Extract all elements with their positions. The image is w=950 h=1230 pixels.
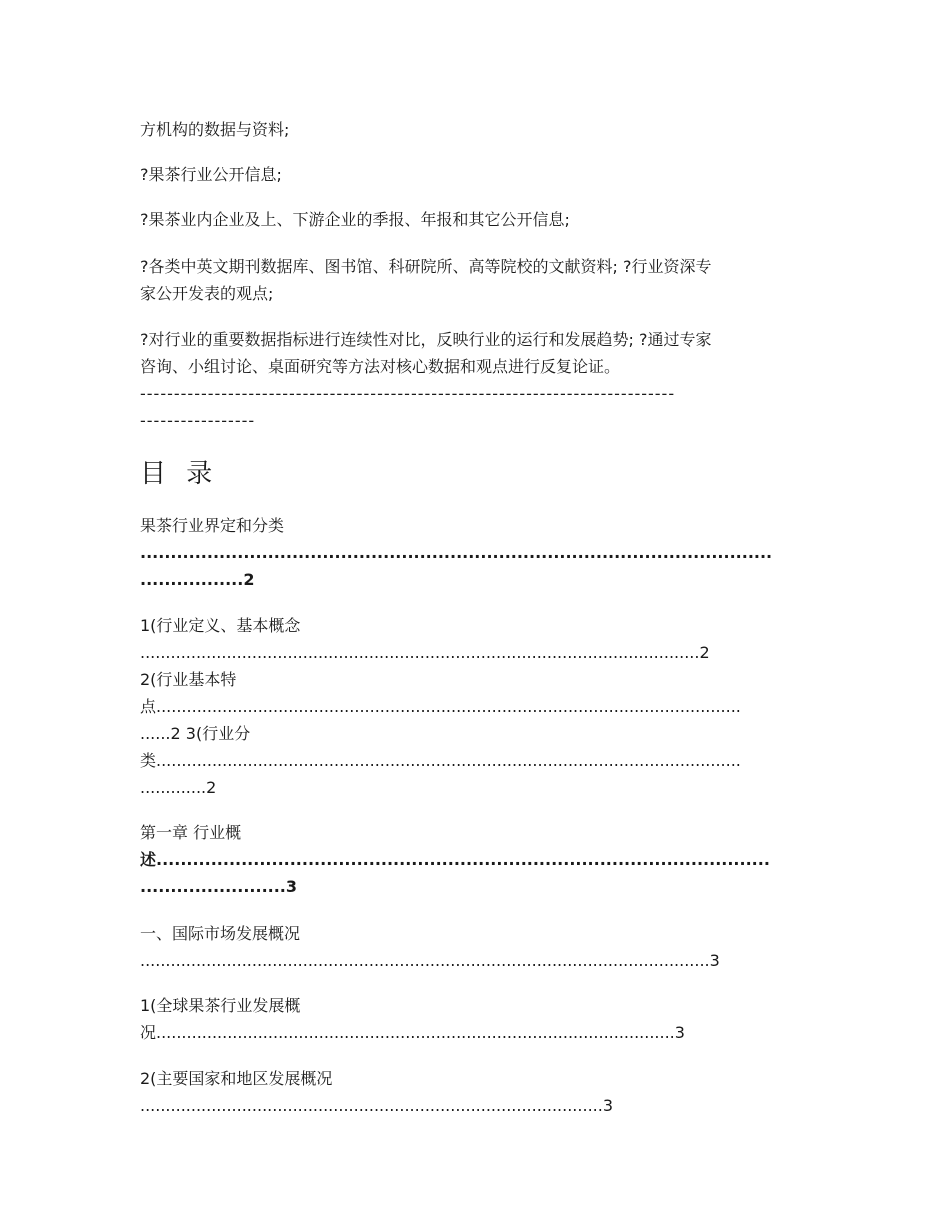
intro-line-3: ?果茶业内企业及上、下游企业的季报、年报和其它公开信息;: [140, 210, 570, 229]
toc-entry-3-tail[interactable]: ......2 3(行业分: [140, 724, 251, 743]
toc-entry-4-page: .............2: [140, 778, 217, 797]
toc-entry-1-dots: ........................................................................................................: [140, 543, 773, 562]
intro-line-4b: 家公开发表的观点;: [140, 284, 274, 303]
separator-line-2: -----------------: [140, 411, 256, 430]
toc-entry-8-dots: ...........................................................................................3: [140, 1096, 613, 1115]
toc-entry-1-page: .................2: [140, 570, 255, 589]
toc-entry-8-title[interactable]: 2(主要国家和地区发展概况: [140, 1069, 333, 1088]
toc-entry-2-title[interactable]: 1(行业定义、基本概念: [140, 616, 301, 635]
toc-entry-7-dots: 况......................................................................................................3: [140, 1023, 685, 1042]
toc-entry-3-title[interactable]: 2(行业基本特: [140, 670, 237, 689]
intro-line-5b: 咨询、小组讨论、桌面研究等方法对核心数据和观点进行反复论证。: [140, 357, 621, 376]
toc-entry-1-title[interactable]: 果茶行业界定和分类: [140, 516, 285, 535]
toc-entry-5-page: ........................3: [140, 877, 298, 896]
toc-entry-3-dots: 点...................................................................................................................: [140, 697, 741, 716]
separator-line-1: -------------------------------------------------------------------------------: [140, 384, 676, 403]
toc-entry-4-dots: 类...................................................................................................................: [140, 751, 741, 770]
toc-entry-6-title[interactable]: 一、国际市场发展概况: [140, 924, 301, 943]
toc-entry-7-title[interactable]: 1(全球果茶行业发展概: [140, 996, 301, 1015]
toc-entry-5-title[interactable]: 第一章 行业概: [140, 823, 242, 842]
intro-line-1: 方机构的数据与资料;: [140, 120, 290, 139]
intro-line-5a: ?对行业的重要数据指标进行连续性对比，反映行业的运行和发展趋势; ?通过专家: [140, 330, 712, 349]
toc-title: 目 录: [140, 459, 219, 489]
toc-entry-6-dots: ................................................................................................................3: [140, 951, 720, 970]
toc-entry-5-dots: 述.....................................................................................................: [140, 850, 770, 869]
intro-line-2: ?果茶行业公开信息;: [140, 165, 282, 184]
toc-entry-2-dots: ..............................................................................................................2: [140, 643, 710, 662]
intro-line-4a: ?各类中英文期刊数据库、图书馆、科研院所、高等院校的文献资料; ?行业资深专: [140, 257, 712, 276]
